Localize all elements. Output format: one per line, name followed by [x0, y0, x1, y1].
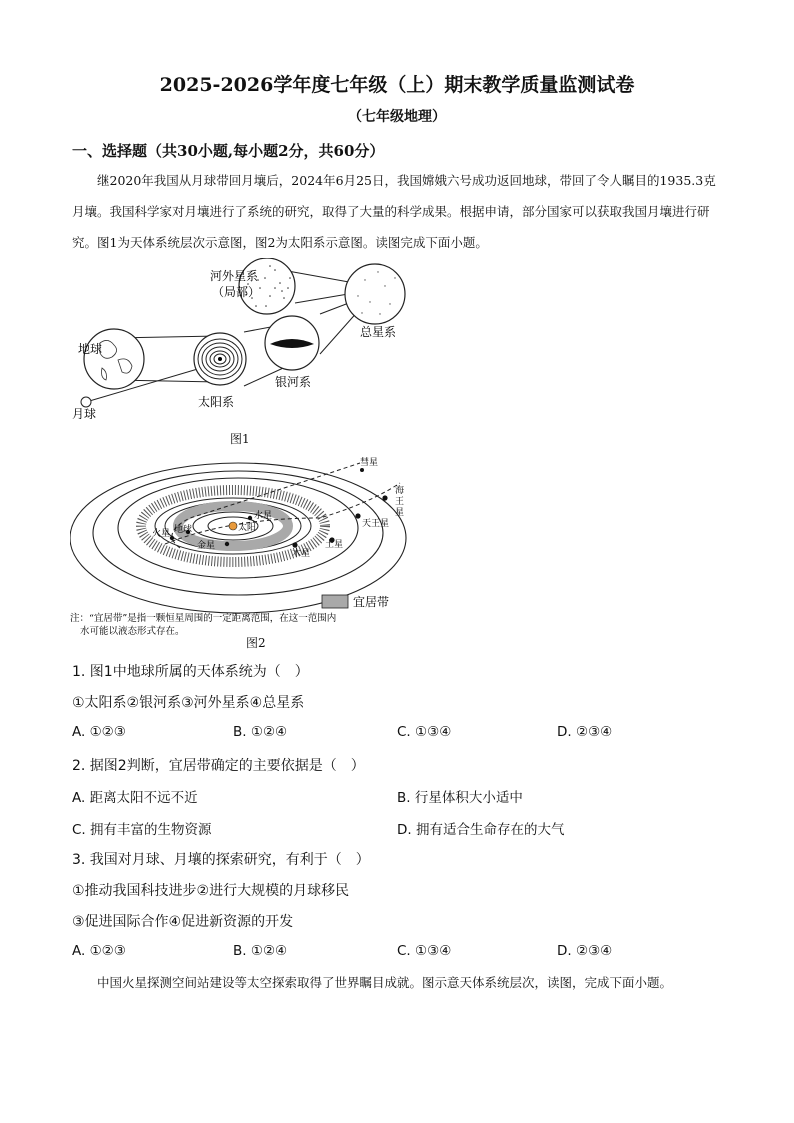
question-3-option-b[interactable]: B. ①②④: [233, 943, 288, 959]
figure-2-caption: 图2: [246, 636, 266, 650]
fig2-label-mercury: 水星: [254, 511, 273, 521]
legend-swatch-habitable-zone: [322, 595, 348, 608]
fig1-label-moon: 月球: [72, 407, 97, 421]
section-heading: 一、选择题（共30小题,每小题2分，共60分）: [72, 142, 385, 160]
question-2-stem: 2. 据图2判断，宜居带确定的主要依据是（ ）: [72, 758, 365, 774]
figure-2-diagram: [70, 448, 415, 640]
question-2-option-a[interactable]: A. 距离太阳不远不近: [72, 790, 198, 806]
fig1-label-earth: 地球: [78, 342, 103, 356]
fig2-label-venus: 金星: [197, 541, 216, 551]
fig1-label-solar-system: 太阳系: [198, 395, 235, 409]
universe-circle: [345, 264, 405, 324]
fig2-label-mars: 火星: [152, 529, 171, 539]
page-subtitle: （七年级地理）: [348, 109, 446, 125]
question-1-option-a[interactable]: A. ①②③: [72, 724, 126, 740]
figure-1-diagram: [70, 258, 420, 448]
question-2-option-c[interactable]: C. 拥有丰富的生物资源: [72, 822, 212, 838]
intro-paragraph: 继2020年我国从月球带回月壤后，2024年6月25日，我国嫦娥六号成功返回地球，带回了令人瞩目的1935.3克月壤。我国科学家对月壤进行了系统的研究，取得了大量的科学成果。根据申请，部分国家可以获取我国月壤进行研究。图1为天体系统层次示意图，图2为太阳系示意图。读图完成下面小题。: [72, 173, 716, 250]
fig1-label-extragalactic: 河外星系: [210, 269, 259, 283]
fig2-note-line1: 注：“宜居带”是指一颗恒星周围的一定距离范围，在这一范围内: [70, 613, 337, 624]
question-3-stem: 3. 我国对月球、月壤的探索研究，有利于（ ）: [72, 852, 370, 868]
fig1-label-universe: 总星系: [360, 325, 397, 339]
question-3-option-c[interactable]: C. ①③④: [397, 943, 452, 959]
question-3-items-2: ③促进国际合作④促进新资源的开发: [72, 914, 294, 930]
legend-label-habitable-zone: 宜居带: [353, 595, 390, 609]
fig2-note-line2: 水可能以液态形式存在。: [80, 626, 185, 637]
question-1-option-d[interactable]: D. ②③④: [557, 724, 613, 740]
fig2-label-earth: 地球: [174, 525, 193, 535]
fig2-label-saturn: 土星: [325, 540, 344, 550]
question-3-items-1: ①推动我国科技进步②进行大规模的月球移民: [72, 883, 350, 899]
fig1-label-extragalactic-sub: （局部）: [212, 285, 261, 299]
fig1-label-milky-way: 银河系: [275, 375, 312, 389]
fig2-label-neptune-1: 海: [395, 486, 405, 496]
fig2-label-sun: 太阳: [238, 523, 257, 533]
question-1-option-b[interactable]: B. ①②④: [233, 724, 288, 740]
page-title: 2025-2026学年度七年级（上）期末教学质量监测试卷: [159, 74, 635, 96]
fig2-label-comet: 彗星: [360, 458, 379, 468]
question-2-option-b[interactable]: B. 行星体积大小适中: [397, 790, 523, 806]
figure-1-caption: 图1: [230, 432, 250, 446]
question-3-option-a[interactable]: A. ①②③: [72, 943, 126, 959]
question-1-option-c[interactable]: C. ①③④: [397, 724, 452, 740]
earth-circle: [84, 329, 144, 389]
question-3-option-d[interactable]: D. ②③④: [557, 943, 613, 959]
question-2-option-d[interactable]: D. 拥有适合生命存在的大气: [397, 822, 565, 838]
fig2-label-neptune-3: 星: [395, 508, 405, 518]
solar-system-circle: [194, 333, 246, 385]
intro-paragraph-2: 中国火星探测空间站建设等太空探索取得了世界瞩目成就。图示意天体系统层次，读图，完成下面小题。: [97, 975, 673, 990]
fig2-label-jupiter: 木星: [292, 549, 311, 559]
fig2-label-uranus: 天王星: [362, 519, 390, 529]
question-1-stem: 1. 图1中地球所属的天体系统为（ ）: [72, 664, 309, 680]
question-1-items: ①太阳系②银河系③河外星系④总星系: [72, 695, 305, 711]
fig2-label-neptune-2: 王: [395, 497, 405, 507]
